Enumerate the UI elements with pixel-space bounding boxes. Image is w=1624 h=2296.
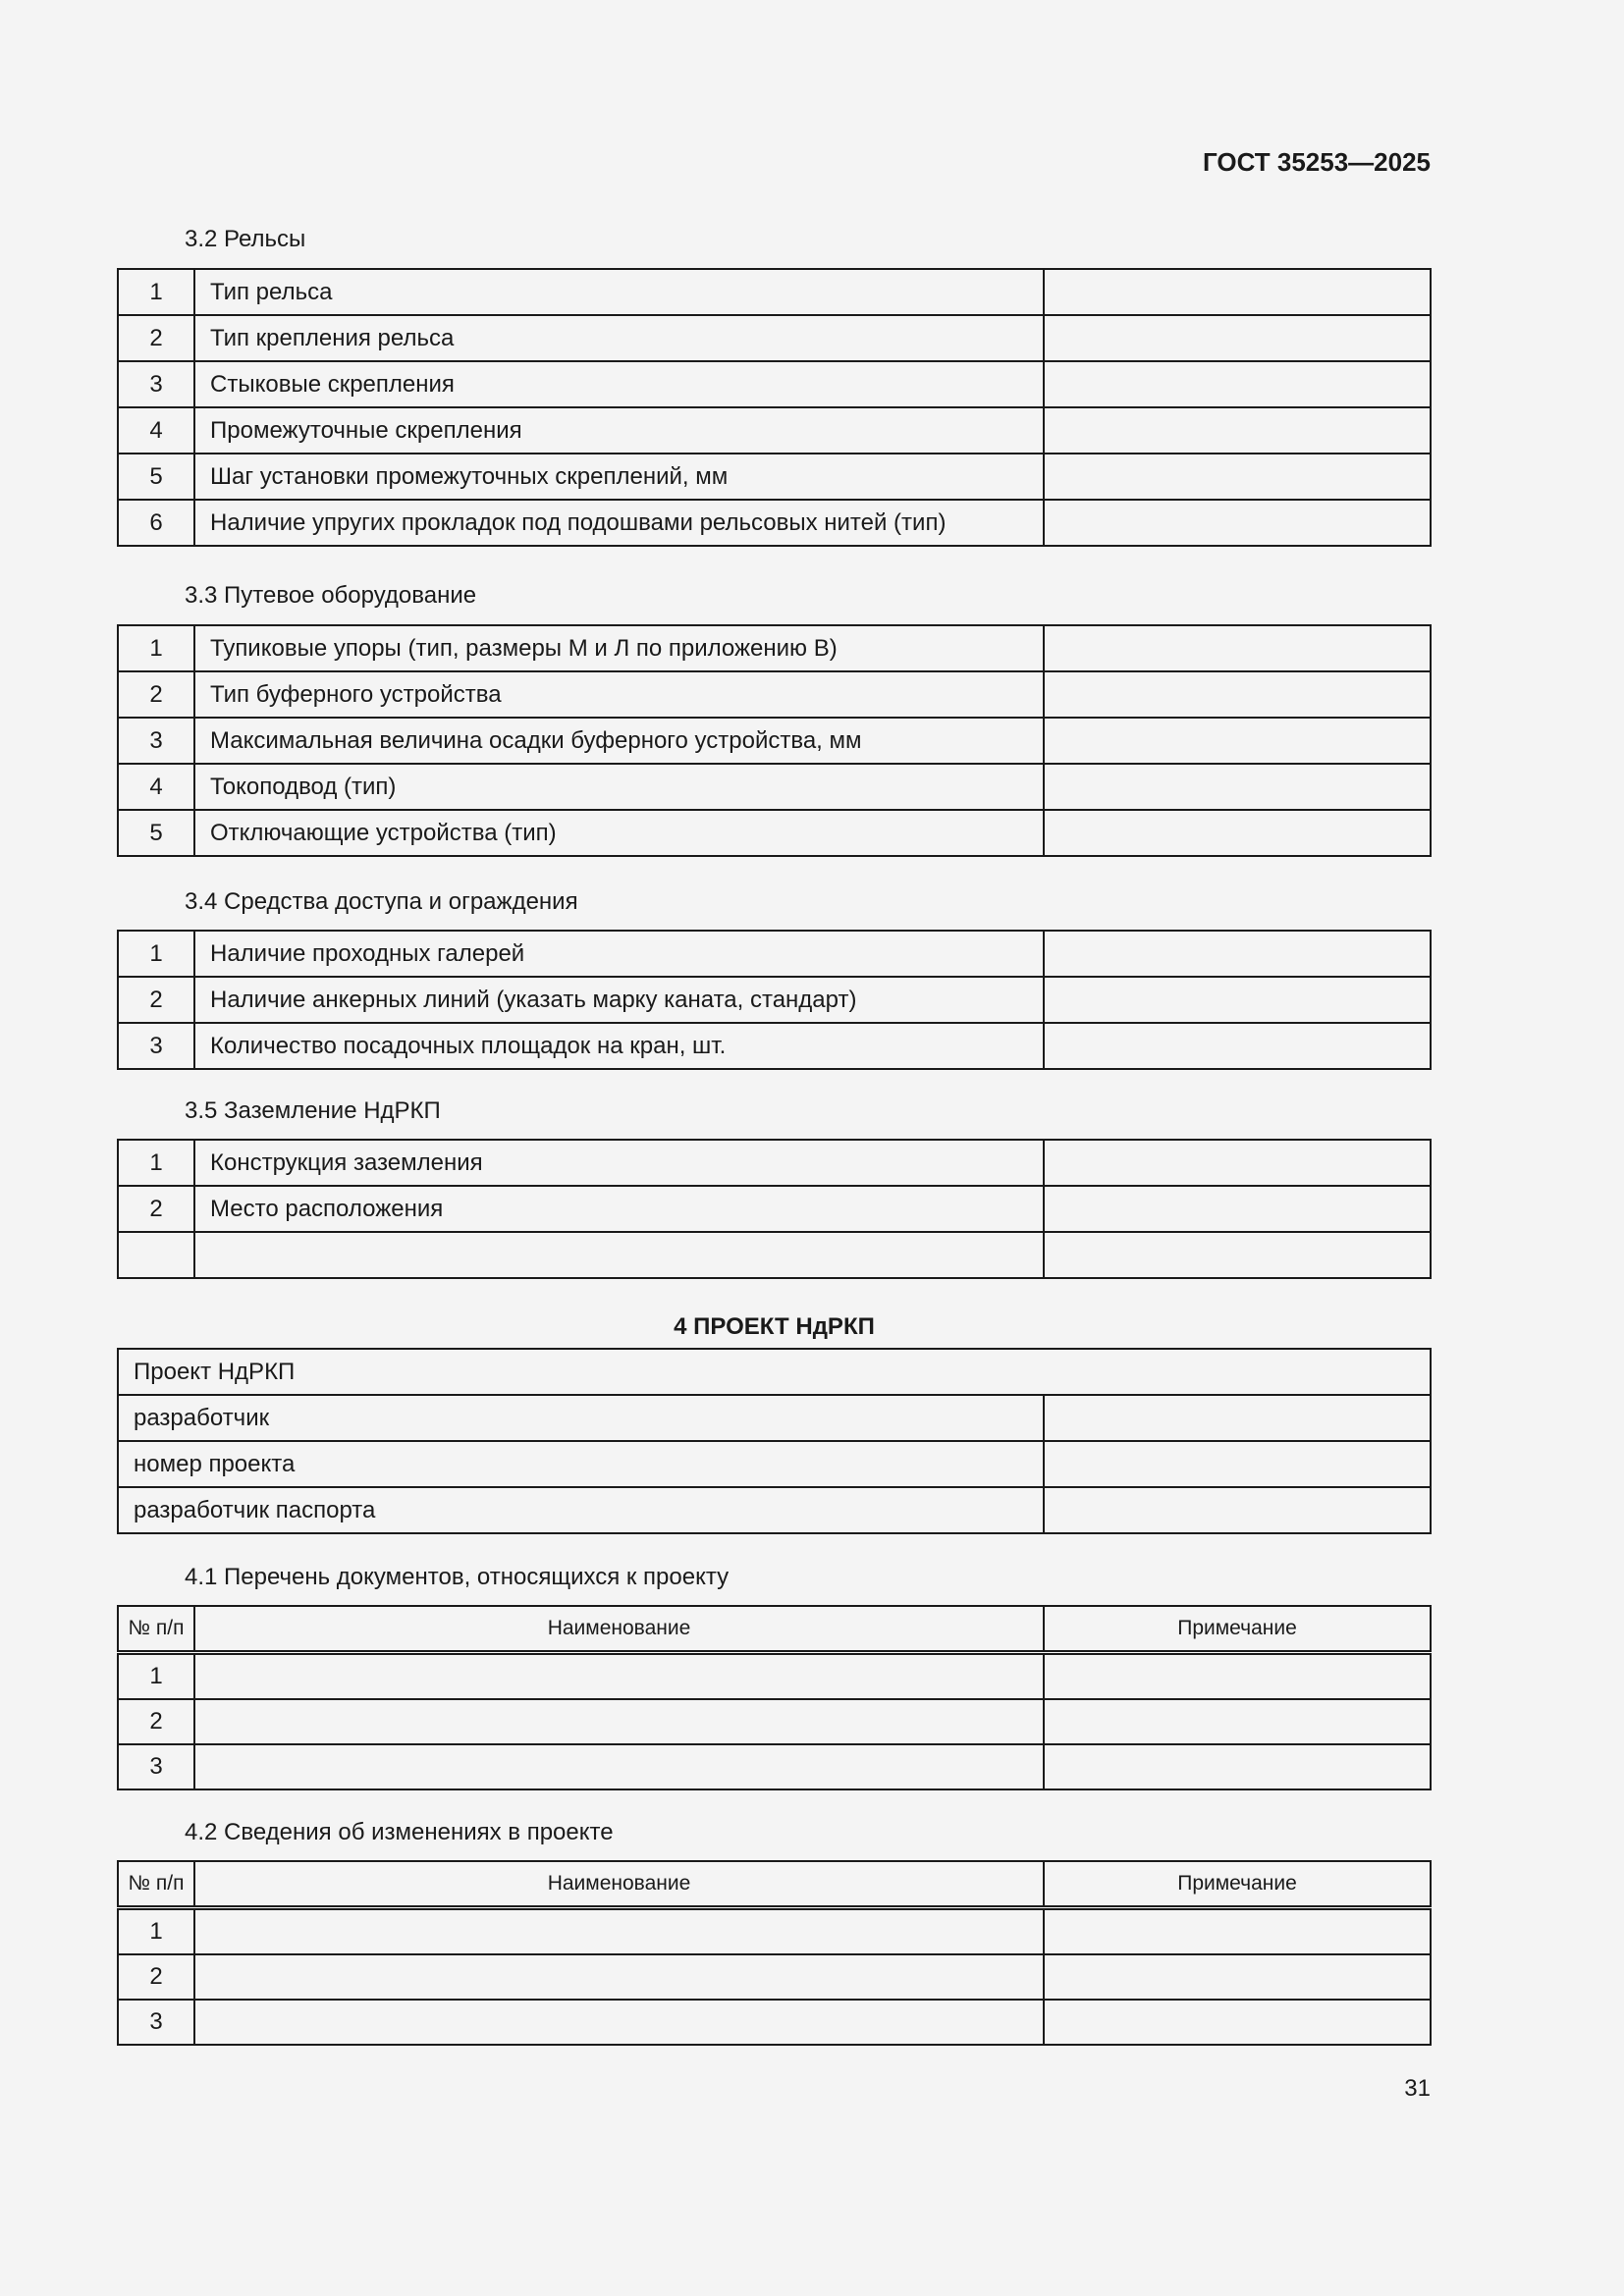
value-cell[interactable] [1044, 1395, 1431, 1441]
value-cell[interactable] [1044, 315, 1431, 361]
column-header-name: Наименование [194, 1606, 1044, 1653]
name-cell[interactable] [194, 2000, 1044, 2045]
table-header-row [118, 1606, 1431, 1653]
row-label: Тип крепления рельса [194, 315, 1044, 361]
table-row [118, 269, 1431, 315]
row-label: номер проекта [118, 1441, 1044, 1487]
row-label: Тип буферного устройства [194, 671, 1044, 718]
column-header-name: Наименование [194, 1861, 1044, 1908]
access-table [117, 930, 1432, 1070]
name-cell[interactable] [194, 1699, 1044, 1744]
value-cell[interactable] [1044, 810, 1431, 856]
table-row [118, 1186, 1431, 1232]
row-number: 3 [118, 718, 194, 764]
value-cell[interactable] [1044, 977, 1431, 1023]
rails-caption: 3.2 Рельсы [185, 226, 306, 252]
note-cell[interactable] [1044, 1699, 1431, 1744]
note-cell[interactable] [1044, 1908, 1431, 1955]
row-number: 5 [118, 810, 194, 856]
row-label: Конструкция заземления [194, 1140, 1044, 1186]
value-cell[interactable] [1044, 625, 1431, 671]
value-cell[interactable] [1044, 1232, 1431, 1278]
table-row [118, 1349, 1431, 1395]
row-label: Наличие анкерных линий (указать марку каната, стандарт) [194, 977, 1044, 1023]
column-header-note: Примечание [1044, 1861, 1431, 1908]
row-number: 4 [118, 764, 194, 810]
row-label: Наличие упругих прокладок под подошвами рельсовых нитей (тип) [194, 500, 1044, 546]
row-label: Шаг установки промежуточных скреплений, мм [194, 454, 1044, 500]
table-row [118, 315, 1431, 361]
table-header-row [118, 1861, 1431, 1908]
value-cell[interactable] [1044, 1487, 1431, 1533]
row-number: 2 [118, 671, 194, 718]
table-row [118, 1653, 1431, 1700]
table-row [118, 1699, 1431, 1744]
row-label: Наличие проходных галерей [194, 931, 1044, 977]
value-cell[interactable] [1044, 931, 1431, 977]
row-number: 1 [118, 269, 194, 315]
name-cell[interactable] [194, 1744, 1044, 1789]
row-number: 3 [118, 1744, 194, 1789]
table-row [118, 454, 1431, 500]
row-number: 3 [118, 361, 194, 407]
table-row [118, 718, 1431, 764]
equipment-table [117, 624, 1432, 857]
row-number: 1 [118, 1908, 194, 1955]
table-row [118, 1441, 1431, 1487]
table-row [118, 1140, 1431, 1186]
docs-table [117, 1605, 1432, 1790]
column-header-number: № п/п [118, 1861, 194, 1908]
value-cell[interactable] [1044, 454, 1431, 500]
row-label: Максимальная величина осадки буферного устройства, мм [194, 718, 1044, 764]
row-label: Количество посадочных площадок на кран, шт. [194, 1023, 1044, 1069]
docs-caption: 4.1 Перечень документов, относящихся к проекту [185, 1564, 730, 1590]
row-label: Тип рельса [194, 269, 1044, 315]
project-header-row: Проект НдРКП [118, 1349, 1431, 1395]
table-row [118, 361, 1431, 407]
grounding-caption: 3.5 Заземление НдРКП [185, 1097, 441, 1124]
value-cell[interactable] [1044, 1186, 1431, 1232]
row-number [118, 1232, 194, 1278]
row-number: 1 [118, 1140, 194, 1186]
row-number: 2 [118, 977, 194, 1023]
value-cell[interactable] [1044, 361, 1431, 407]
changes-caption: 4.2 Сведения об изменениях в проекте [185, 1819, 614, 1845]
table-row [118, 1023, 1431, 1069]
table-row [118, 2000, 1431, 2045]
row-number: 1 [118, 625, 194, 671]
table-row [118, 1232, 1431, 1278]
table-row [118, 810, 1431, 856]
value-cell[interactable] [1044, 764, 1431, 810]
row-label: Стыковые скрепления [194, 361, 1044, 407]
row-number: 2 [118, 315, 194, 361]
name-cell[interactable] [194, 1954, 1044, 2000]
column-header-note: Примечание [1044, 1606, 1431, 1653]
value-cell[interactable] [1044, 671, 1431, 718]
row-label: Токоподвод (тип) [194, 764, 1044, 810]
changes-table [117, 1860, 1432, 2046]
table-row [118, 977, 1431, 1023]
row-number: 3 [118, 2000, 194, 2045]
column-header-number: № п/п [118, 1606, 194, 1653]
row-number: 3 [118, 1023, 194, 1069]
note-cell[interactable] [1044, 2000, 1431, 2045]
value-cell[interactable] [1044, 1023, 1431, 1069]
name-cell[interactable] [194, 1653, 1044, 1700]
row-number: 4 [118, 407, 194, 454]
row-label: Тупиковые упоры (тип, размеры М и Л по приложению В) [194, 625, 1044, 671]
row-number: 2 [118, 1954, 194, 2000]
value-cell[interactable] [1044, 718, 1431, 764]
table-row [118, 931, 1431, 977]
value-cell[interactable] [1044, 1441, 1431, 1487]
row-number: 5 [118, 454, 194, 500]
value-cell[interactable] [1044, 1140, 1431, 1186]
table-row [118, 764, 1431, 810]
table-row [118, 1487, 1431, 1533]
grounding-table [117, 1139, 1432, 1279]
row-label: Промежуточные скрепления [194, 407, 1044, 454]
row-label: Отключающие устройства (тип) [194, 810, 1044, 856]
note-cell[interactable] [1044, 1954, 1431, 2000]
access-caption: 3.4 Средства доступа и ограждения [185, 888, 578, 915]
row-label: Место расположения [194, 1186, 1044, 1232]
row-number: 2 [118, 1699, 194, 1744]
row-number: 1 [118, 931, 194, 977]
row-label[interactable] [194, 1232, 1044, 1278]
project-table [117, 1348, 1432, 1534]
table-row [118, 625, 1431, 671]
note-cell[interactable] [1044, 1744, 1431, 1789]
table-row [118, 1908, 1431, 1955]
equipment-caption: 3.3 Путевое оборудование [185, 582, 477, 609]
table-row [118, 1954, 1431, 2000]
table-row [118, 500, 1431, 546]
rails-table [117, 268, 1432, 547]
row-label: разработчик [118, 1395, 1044, 1441]
table-row [118, 407, 1431, 454]
table-row [118, 1744, 1431, 1789]
row-number: 2 [118, 1186, 194, 1232]
table-row [118, 671, 1431, 718]
row-label: разработчик паспорта [118, 1487, 1044, 1533]
note-cell[interactable] [1044, 1653, 1431, 1700]
value-cell[interactable] [1044, 500, 1431, 546]
document-code: ГОСТ 35253—2025 [1203, 147, 1431, 177]
table-row [118, 1395, 1431, 1441]
name-cell[interactable] [194, 1908, 1044, 1955]
row-number: 6 [118, 500, 194, 546]
value-cell[interactable] [1044, 269, 1431, 315]
page-number: 31 [1404, 2075, 1431, 2102]
value-cell[interactable] [1044, 407, 1431, 454]
project-section-title: 4 ПРОЕКТ НдРКП [674, 1313, 875, 1340]
row-number: 1 [118, 1653, 194, 1700]
